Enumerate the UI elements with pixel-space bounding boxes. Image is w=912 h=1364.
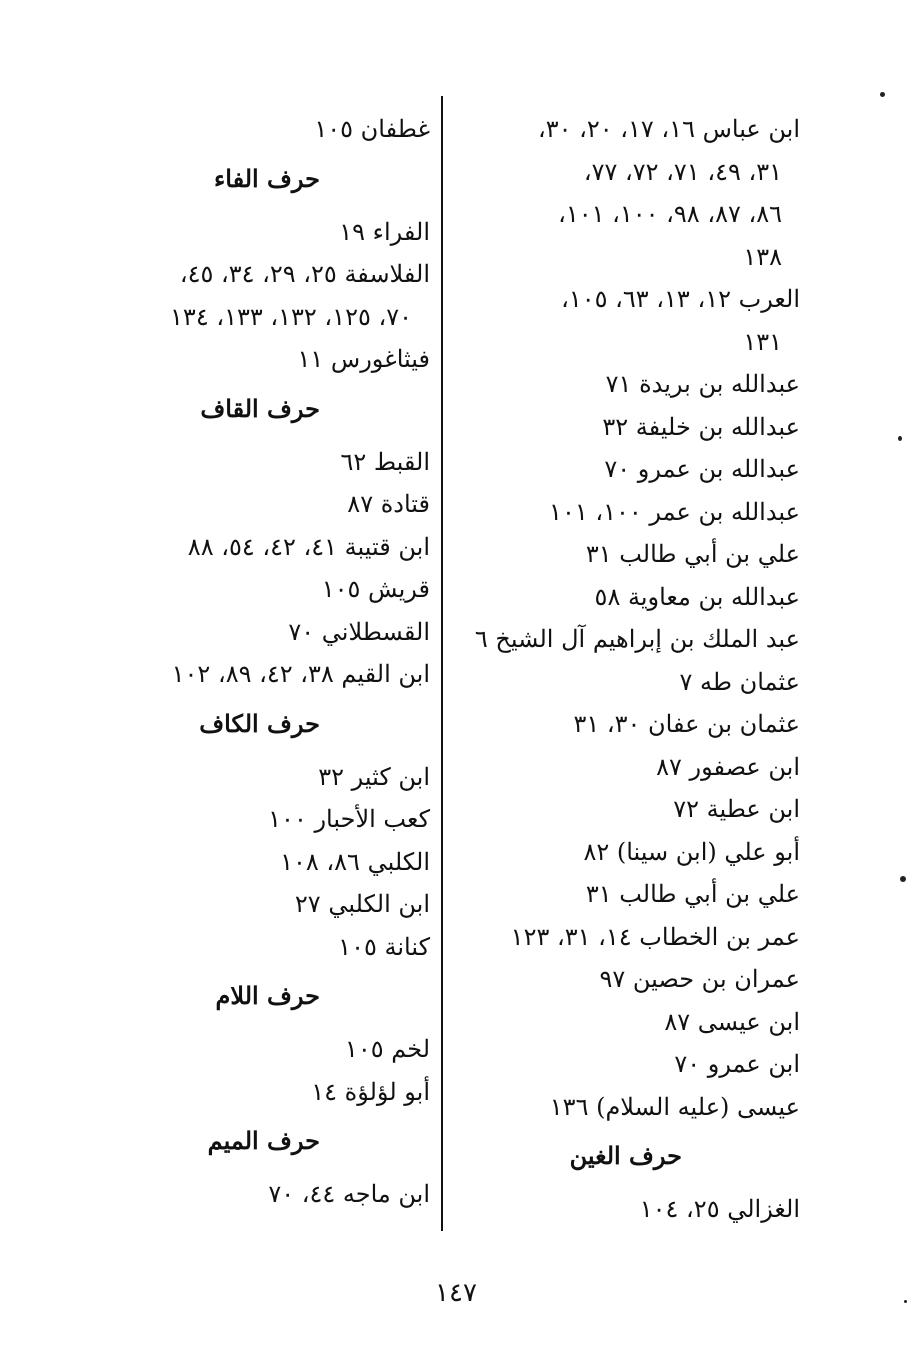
section-heading: حرف الفاء <box>213 163 320 193</box>
index-entry: قريش ١٠٥ <box>321 575 430 603</box>
index-entry-continuation: ٣١، ٤٩، ٧١، ٧٢، ٧٧، <box>583 157 782 186</box>
index-entry: عمران بن حصين ٩٧ <box>599 965 800 993</box>
scan-speck <box>904 1300 907 1303</box>
index-entry: ابن كثير ٣٢ <box>318 762 430 791</box>
index-entry: فيثاغورس ١١ <box>297 345 430 373</box>
index-entry: ابن الكلبي ٢٧ <box>294 890 430 918</box>
index-entry: العرب ١٢، ١٣، ٦٣، ١٠٥، <box>561 285 800 313</box>
index-entry: لخم ١٠٥ <box>344 1035 430 1063</box>
index-entry: ابن عمرو ٧٠ <box>674 1050 800 1078</box>
section-heading: حرف الميم <box>207 1126 320 1155</box>
section-heading: حرف الغين <box>569 1141 682 1170</box>
index-entry: عبدالله بن عمر ١٠٠، ١٠١ <box>549 497 800 526</box>
index-entry: علي بن أبي طالب ٣١ <box>585 540 800 568</box>
index-entry: ابن عصفور ٨٧ <box>656 752 800 781</box>
index-entry: عبد الملك بن إبراهيم آل الشيخ ٦ <box>474 625 800 653</box>
index-entry: عبدالله بن معاوية ٥٨ <box>594 582 800 611</box>
index-entry: عبدالله بن خليفة ٣٢ <box>602 412 800 441</box>
scan-speck <box>900 876 906 882</box>
index-entry: عمر بن الخطاب ١٤، ٣١، ١٢٣ <box>510 922 800 951</box>
index-entry: ابن قتيبة ٤١، ٤٢، ٥٤، ٨٨ <box>187 532 430 561</box>
index-entry: كنانة ١٠٥ <box>338 932 430 961</box>
index-entry: القبط ٦٢ <box>340 447 430 476</box>
index-entry: علي بن أبي طالب ٣١ <box>585 880 800 908</box>
index-entry: عيسى (عليه السلام) ١٣٦ <box>549 1092 800 1121</box>
index-entry: عبدالله بن عمرو ٧٠ <box>604 455 800 483</box>
index-entry: غطفان ١٠٥ <box>314 115 430 143</box>
index-entry-continuation: ١٣٨ <box>743 242 782 271</box>
section-heading: حرف الكاف <box>199 708 320 738</box>
index-entry: ابن عيسى ٨٧ <box>664 1007 800 1036</box>
index-entry-continuation: ٨٦، ٨٧، ٩٨، ١٠٠، ١٠١، <box>558 200 782 228</box>
index-column-right <box>450 108 800 1231</box>
column-divider <box>441 96 443 1231</box>
page-number: ١٤٧ <box>435 1278 477 1308</box>
index-entry: الفراء ١٩ <box>339 217 430 246</box>
index-entry: كعب الأحبار ١٠٠ <box>268 805 430 833</box>
index-entry-continuation: ٧٠، ١٢٥، ١٣٢، ١٣٣، ١٣٤ <box>170 302 412 331</box>
index-entry: عثمان طه ٧ <box>679 667 800 696</box>
section-heading: حرف القاف <box>200 393 320 423</box>
index-entry: ابن ماجه ٤٤، ٧٠ <box>268 1180 430 1208</box>
index-entry: ابن القيم ٣٨، ٤٢، ٨٩، ١٠٢ <box>171 660 430 688</box>
index-entry: أبو علي (ابن سينا) ٨٢ <box>583 837 800 866</box>
index-entry: القسطلاني ٧٠ <box>288 617 430 646</box>
index-entry-continuation: ١٣١ <box>743 327 782 356</box>
scan-speck <box>880 92 885 97</box>
index-entry: ابن عطية ٧٢ <box>673 795 800 823</box>
index-entry: أبو لؤلؤة ١٤ <box>311 1077 430 1106</box>
index-entry: الكلبي ٨٦، ١٠٨ <box>280 847 430 876</box>
index-entry: الغزالي ٢٥، ١٠٤ <box>639 1195 800 1223</box>
index-entry: عبدالله بن بريدة ٧١ <box>605 370 800 398</box>
scan-speck <box>898 436 902 441</box>
index-entry: قتادة ٨٧ <box>347 490 430 518</box>
section-heading: حرف اللام <box>215 981 320 1010</box>
index-column-left <box>100 108 430 1216</box>
index-entry: ابن عباس ١٦، ١٧، ٢٠، ٣٠، <box>537 115 800 143</box>
index-entry: عثمان بن عفان ٣٠، ٣١ <box>573 710 800 738</box>
index-entry: الفلاسفة ٢٥، ٢٩، ٣٤، ٤٥، <box>179 260 430 288</box>
